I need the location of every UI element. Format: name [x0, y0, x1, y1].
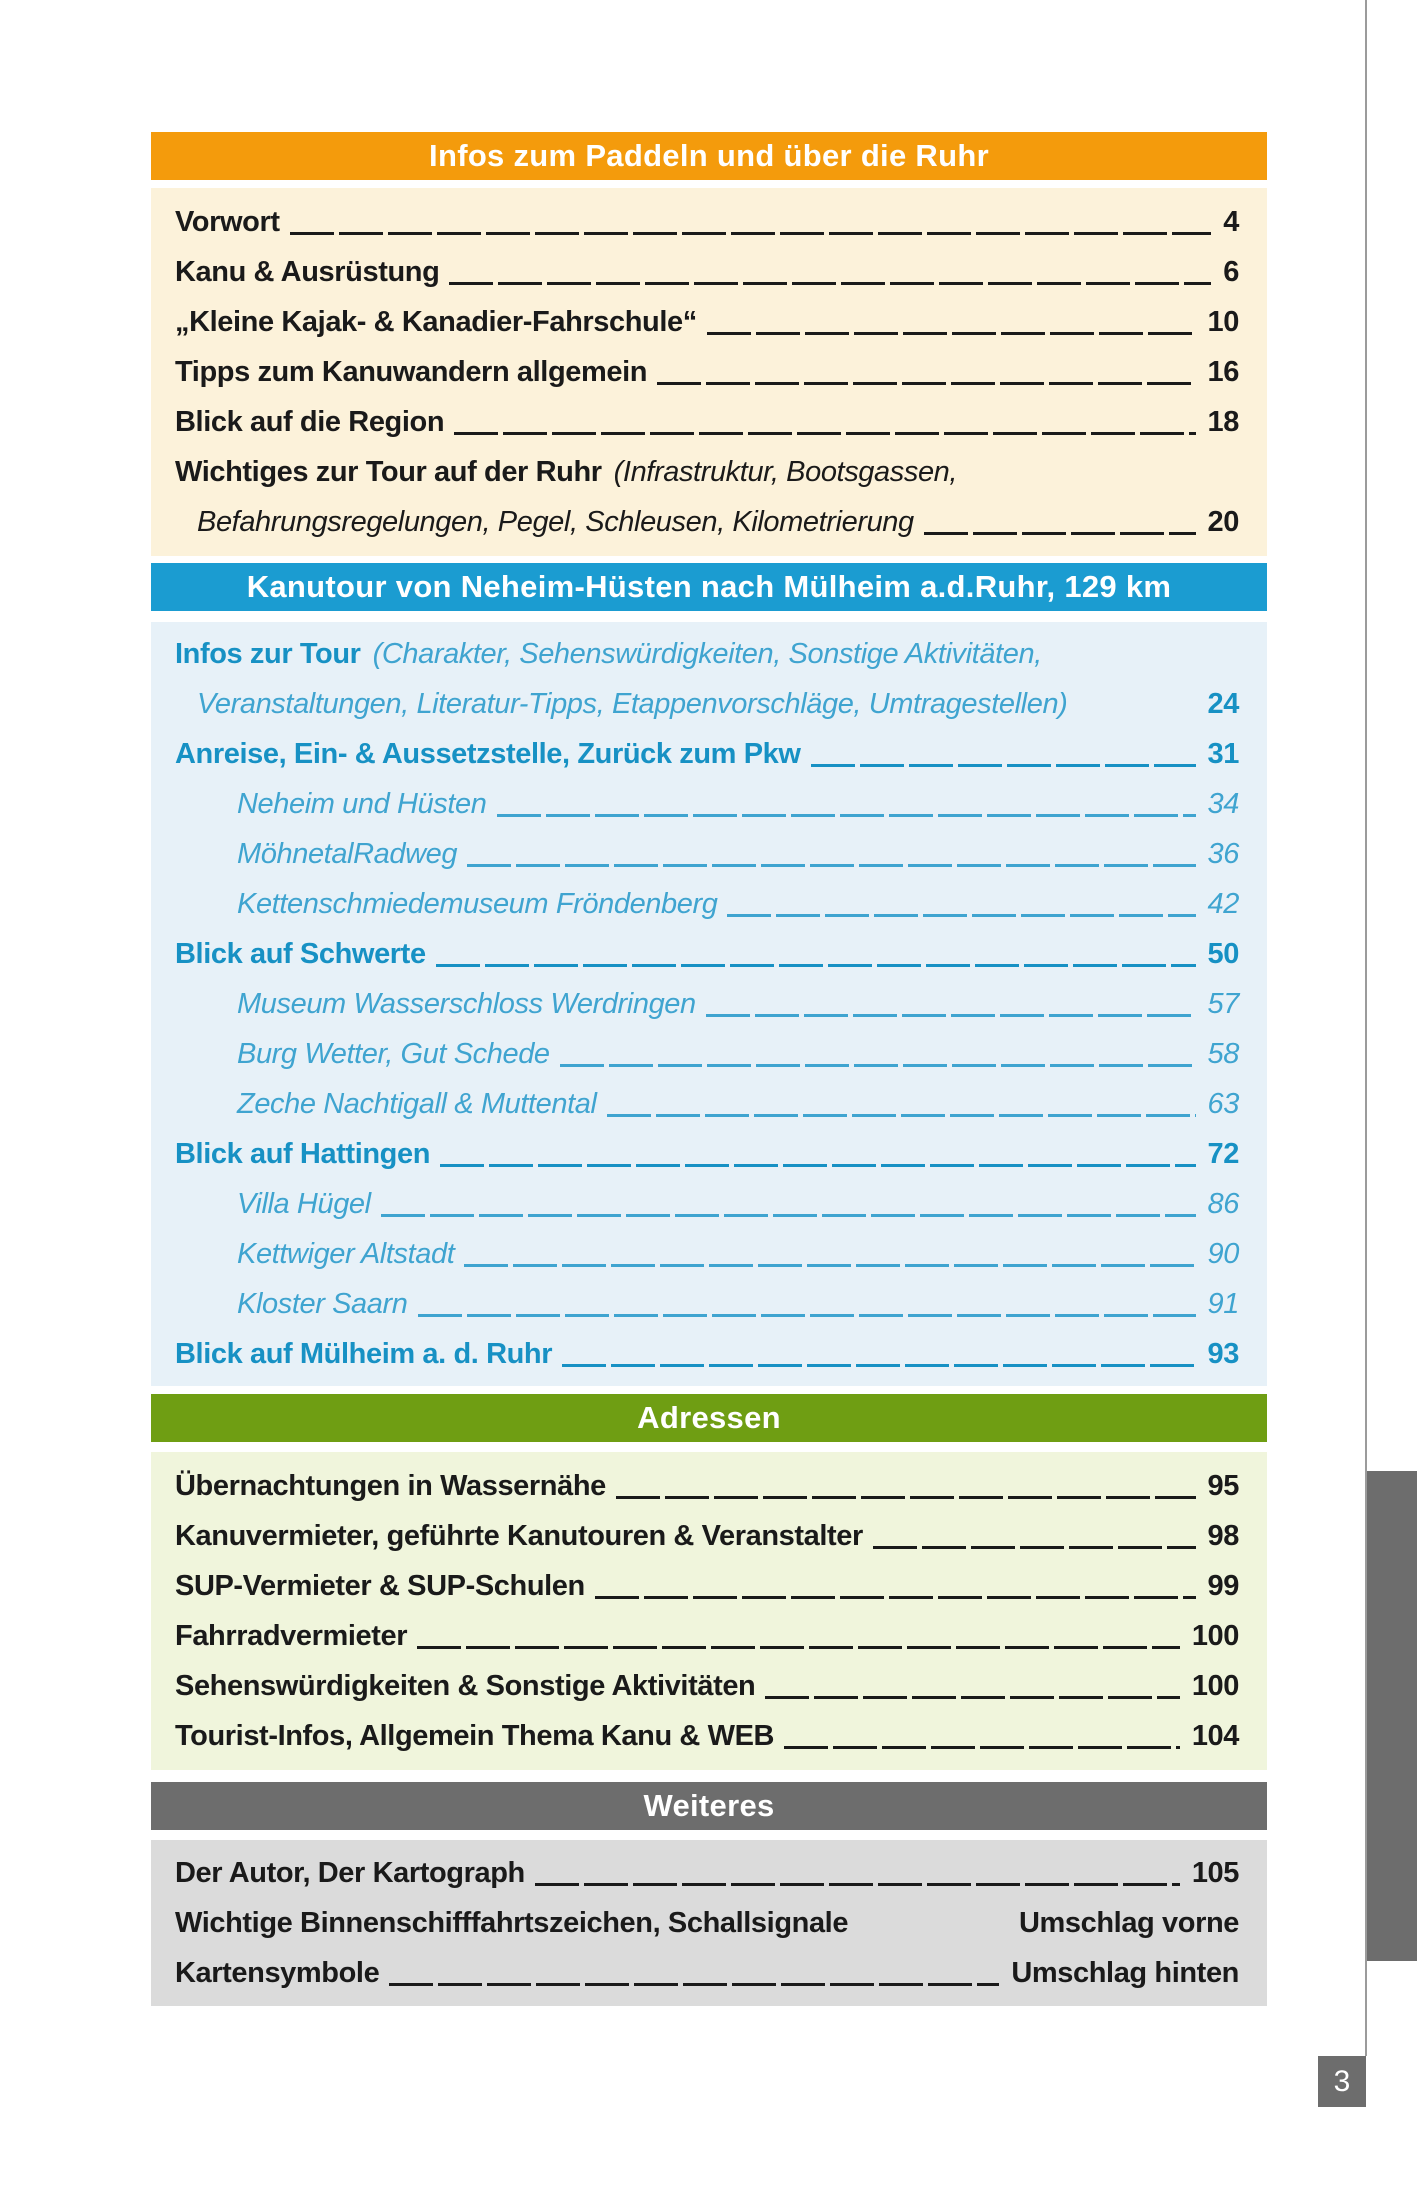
- toc-entry-label: MöhnetalRadweg: [237, 838, 458, 870]
- toc-entry: [175, 397, 1239, 447]
- toc-entry: [175, 1129, 1239, 1179]
- toc-entry-page: 72: [1207, 1138, 1239, 1170]
- section-panel-adressen: [151, 1452, 1267, 1770]
- toc-entry-page: 58: [1207, 1038, 1239, 1070]
- toc-entry-label: Kettwiger Altstadt: [237, 1238, 455, 1270]
- toc-entry: [175, 1279, 1239, 1329]
- toc-entry-subtitle: Veranstaltungen, Literatur-Tipps, Etappenvorschläge, Umtragestellen): [197, 688, 1068, 720]
- toc-entry-label: Kanu & Ausrüstung: [175, 256, 440, 288]
- toc-entry-page: 34: [1207, 788, 1239, 820]
- toc-entry-page: 24: [1207, 688, 1239, 720]
- toc-entry-page: 31: [1207, 738, 1239, 770]
- toc-entry: [175, 1029, 1239, 1079]
- toc-entry: [175, 447, 1239, 497]
- leader-line: [464, 1264, 1195, 1267]
- toc-entry-label: „Kleine Kajak- & Kanadier-Fahrschule“: [175, 306, 697, 338]
- leader-line: [616, 1496, 1196, 1499]
- toc-entry: [175, 1329, 1239, 1379]
- toc-entry-page: 20: [1207, 506, 1239, 538]
- leader-line: [290, 232, 1212, 235]
- toc-entry-page: 98: [1207, 1520, 1239, 1552]
- leader-line: [418, 1314, 1196, 1317]
- toc-entry-subtitle: (Infrastruktur, Bootsgassen,: [613, 456, 958, 488]
- toc-entry-label: Wichtiges zur Tour auf der Ruhr: [175, 456, 602, 488]
- section-panel-weiteres: [151, 1840, 1267, 2006]
- section-header-kanutour: Kanutour von Neheim-Hüsten nach Mülheim a.d.Ruhr, 129 km: [151, 563, 1267, 611]
- toc-entry-page: 50: [1207, 938, 1239, 970]
- toc-entry: [175, 1511, 1239, 1561]
- toc-entry-page: 4: [1223, 206, 1239, 238]
- toc-entry-page: 100: [1191, 1670, 1239, 1702]
- toc-entry: [175, 497, 1239, 547]
- toc-entry-label: Vorwort: [175, 206, 280, 238]
- toc-entry: [175, 729, 1239, 779]
- toc-entry-label: Wichtige Binnenschifffahrtszeichen, Schallsignale: [175, 1907, 849, 1939]
- toc-entry-subtitle: Befahrungsregelungen, Pegel, Schleusen, Kilometrierung: [197, 506, 914, 538]
- toc-entry-page: 86: [1207, 1188, 1239, 1220]
- leader-line: [417, 1646, 1180, 1649]
- toc-entry: [175, 1848, 1239, 1898]
- toc-entry-label: Übernachtungen in Wassernähe: [175, 1470, 606, 1502]
- toc-entry-page: 57: [1207, 988, 1239, 1020]
- toc-entry-page: 104: [1191, 1720, 1239, 1752]
- toc-entry-label: Der Autor, Der Kartograph: [175, 1857, 525, 1889]
- toc-entry-label: Tipps zum Kanuwandern allgemein: [175, 356, 648, 388]
- toc-entry: [175, 347, 1239, 397]
- toc-entry-page: 10: [1207, 306, 1239, 338]
- section-header-adressen: Adressen: [151, 1394, 1267, 1442]
- toc-entry-page: 42: [1207, 888, 1239, 920]
- toc-entry-label: Blick auf die Region: [175, 406, 445, 438]
- toc-entry-page: 95: [1207, 1470, 1239, 1502]
- toc-entry-page: Umschlag vorne: [1018, 1907, 1239, 1939]
- toc-entry: [175, 629, 1239, 679]
- toc-entry: [175, 297, 1239, 347]
- toc-entry-page: 16: [1207, 356, 1239, 388]
- toc-entry: [175, 1948, 1239, 1998]
- spacer: [1067, 679, 1207, 729]
- toc-entry-label: Zeche Nachtigall & Muttental: [237, 1088, 597, 1120]
- toc-entry-label: Tourist-Infos, Allgemein Thema Kanu & WEB: [175, 1720, 775, 1752]
- toc-entry-label: Infos zur Tour: [175, 638, 361, 670]
- leader-line: [765, 1696, 1179, 1699]
- toc-entry-page: 93: [1207, 1338, 1239, 1370]
- toc-entry: [175, 1461, 1239, 1511]
- toc-entry: [175, 679, 1239, 729]
- toc-entry-page: 63: [1207, 1088, 1239, 1120]
- toc-entry: [175, 779, 1239, 829]
- toc-entry: [175, 1611, 1239, 1661]
- leader-line: [381, 1214, 1196, 1217]
- leader-line: [873, 1546, 1196, 1549]
- page-number-badge: 3: [1318, 2056, 1366, 2107]
- leader-line: [595, 1596, 1196, 1599]
- toc-entry-page: 90: [1207, 1238, 1239, 1270]
- leader-line: [727, 914, 1195, 917]
- leader-line: [784, 1746, 1180, 1749]
- toc-entry-page: 99: [1207, 1570, 1239, 1602]
- leader-line: [497, 814, 1196, 817]
- leader-line: [560, 1064, 1196, 1067]
- section-header-weiteres: Weiteres: [151, 1782, 1267, 1830]
- leader-line: [440, 1164, 1195, 1167]
- toc-entry: [175, 1229, 1239, 1279]
- leader-line: [707, 332, 1196, 335]
- leader-line: [467, 864, 1195, 867]
- toc-entry-page: 105: [1191, 1857, 1239, 1889]
- toc-entry-label: Blick auf Mülheim a. d. Ruhr: [175, 1338, 553, 1370]
- toc-entry: [175, 1661, 1239, 1711]
- toc-entry-page: Umschlag hinten: [1011, 1957, 1239, 1989]
- section-header-infos: Infos zum Paddeln und über die Ruhr: [151, 132, 1267, 180]
- toc-entry: [175, 1179, 1239, 1229]
- toc-entry-label: Kartensymbole: [175, 1957, 380, 1989]
- toc-entry-label: SUP-Vermieter & SUP-Schulen: [175, 1570, 585, 1602]
- leader-line: [924, 532, 1196, 535]
- toc-entry-label: Kettenschmiedemuseum Fröndenberg: [237, 888, 718, 920]
- toc-entry: [175, 929, 1239, 979]
- toc-entry-label: Villa Hügel: [237, 1188, 371, 1220]
- toc-entry: [175, 1898, 1239, 1948]
- toc-page: [151, 0, 1267, 2006]
- toc-entry: [175, 1561, 1239, 1611]
- leader-line: [657, 382, 1195, 385]
- toc-entry-label: Anreise, Ein- & Aussetzstelle, Zurück zum Pkw: [175, 738, 801, 770]
- toc-entry: [175, 197, 1239, 247]
- leader-line: [454, 432, 1195, 435]
- leader-line: [535, 1883, 1180, 1886]
- leader-line: [562, 1364, 1195, 1367]
- thumb-tab: [1367, 1471, 1417, 1961]
- section-panel-infos: [151, 188, 1267, 556]
- toc-entry-label: Sehenswürdigkeiten & Sonstige Aktivitäten: [175, 1670, 756, 1702]
- toc-entry-label: Blick auf Hattingen: [175, 1138, 431, 1170]
- toc-entry-label: Kanuvermieter, geführte Kanutouren & Veranstalter: [175, 1520, 863, 1552]
- leader-line: [706, 1014, 1196, 1017]
- toc-entry-label: Neheim und Hüsten: [237, 788, 487, 820]
- toc-entry-page: 6: [1223, 256, 1239, 288]
- spacer: [848, 1898, 1019, 1948]
- leader-line: [607, 1114, 1196, 1117]
- toc-entry-label: Museum Wasserschloss Werdringen: [237, 988, 696, 1020]
- toc-entry-page: 91: [1207, 1288, 1239, 1320]
- toc-entry: [175, 979, 1239, 1029]
- toc-entry-subtitle: (Charakter, Sehenswürdigkeiten, Sonstige Aktivitäten,: [372, 638, 1042, 670]
- section-panel-kanutour: [151, 622, 1267, 1386]
- toc-entry-label: Blick auf Schwerte: [175, 938, 426, 970]
- toc-entry: [175, 879, 1239, 929]
- toc-entry-page: 36: [1207, 838, 1239, 870]
- leader-line: [436, 964, 1196, 967]
- leader-line: [389, 1983, 999, 1986]
- toc-entry-label: Fahrradvermieter: [175, 1620, 408, 1652]
- toc-entry-page: 100: [1191, 1620, 1239, 1652]
- toc-entry: [175, 1711, 1239, 1761]
- toc-entry: [175, 1079, 1239, 1129]
- leader-line: [449, 282, 1211, 285]
- toc-entry-page: 18: [1207, 406, 1239, 438]
- toc-entry: [175, 247, 1239, 297]
- toc-entry-label: Kloster Saarn: [237, 1288, 408, 1320]
- toc-entry-label: Burg Wetter, Gut Schede: [237, 1038, 550, 1070]
- toc-entry: [175, 829, 1239, 879]
- leader-line: [811, 764, 1196, 767]
